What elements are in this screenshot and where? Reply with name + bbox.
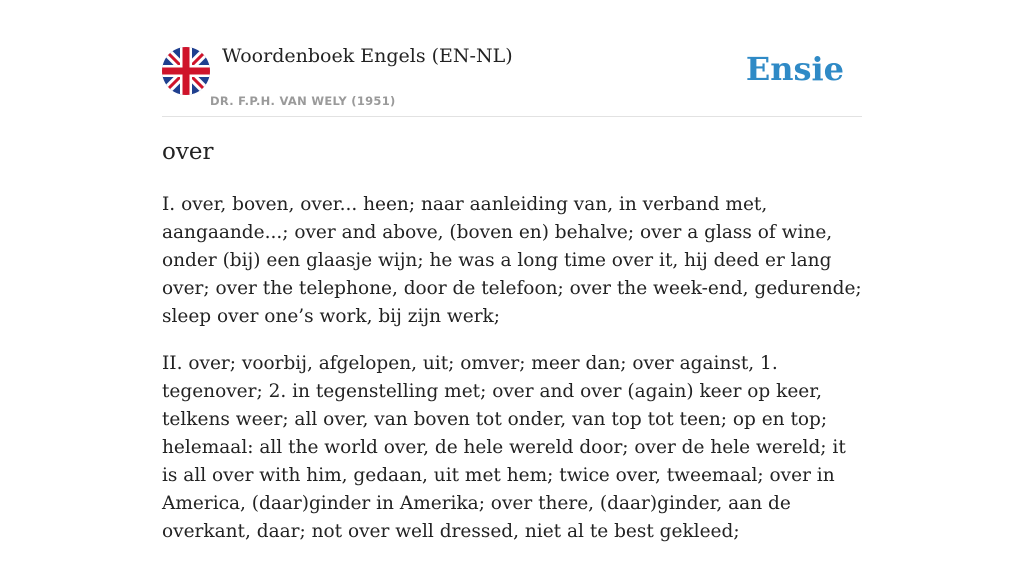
ensie-logo[interactable]: Ensie	[745, 50, 844, 88]
dictionary-title[interactable]: Woordenboek Engels (EN-NL)	[222, 45, 513, 67]
headword: over	[162, 139, 214, 165]
page	[162, 0, 862, 542]
dictionary-author: DR. F.P.H. VAN WELY (1951)	[210, 94, 396, 108]
dictionary-header	[162, 0, 862, 117]
definition-2: II. over; voorbij, afgelopen, uit; omver; meer dan; over against, 1. tegenover; 2. in tegenstelling met; over and over (again) keer op keer, telkens weer; all over, van boven tot onder, van top tot teen; op en top; helemaal: all the world over, de hele wereld door; over de hele wereld; it is all over with him, gedaan, uit met hem; twice over, tweemaal; over in America, (daar)ginder in Amerika; over there, (daar)ginder, aan de overkant, daar; not over well dressed, niet al te best gekleed;	[162, 353, 846, 542]
definitions	[162, 191, 862, 565]
definition-1: I. over, boven, over... heen; naar aanleiding van, in verband met, aangaande...; over and above, (boven en) behalve; over a glass of wine, onder (bij) een glaasje wijn; he was a long time over it, hij deed er lang over; over the telephone, door de telefoon; over the week-end, gedurende; sleep over one’s work, bij zijn werk;	[162, 194, 862, 327]
uk-flag-icon	[162, 47, 210, 95]
